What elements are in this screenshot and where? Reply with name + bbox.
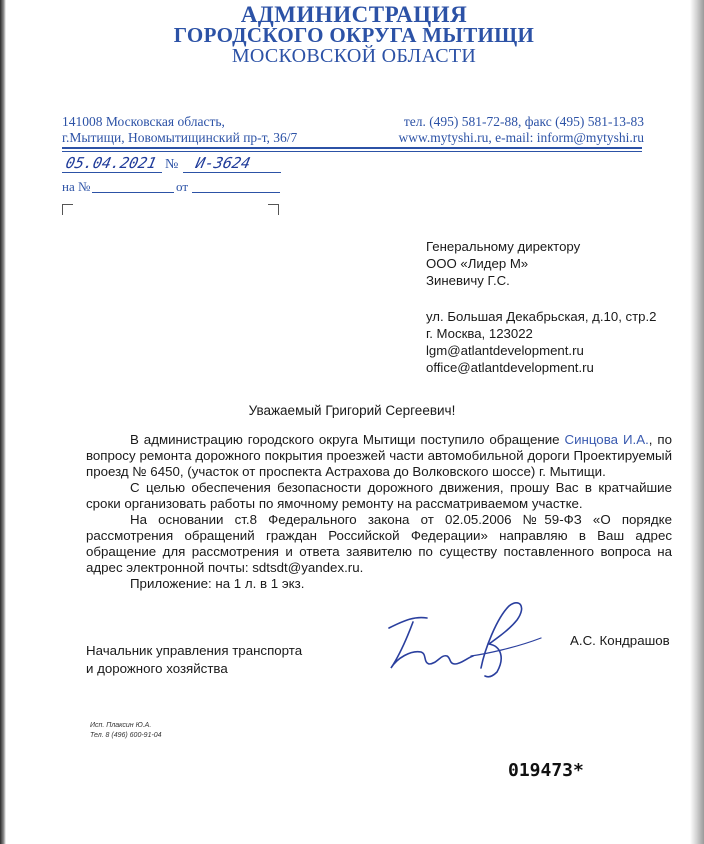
- signer-position-line2: и дорожного хозяйства: [86, 661, 228, 676]
- signer-name: А.С. Кондрашов: [570, 633, 670, 648]
- sender-address-line2: г.Мытищи, Новомытищинский пр-т, 36/7: [62, 130, 298, 145]
- sender-address-line1: 141008 Московская область,: [62, 114, 225, 129]
- executor-info: [90, 721, 162, 741]
- ref-number-label: на №: [62, 179, 91, 194]
- letter-body: [86, 432, 672, 592]
- recipient-city: г. Москва, 123022: [426, 326, 533, 341]
- scan-edge-left: [0, 0, 6, 844]
- paragraph-2: С целью обеспечения безопасности дорожного движения, прошу Вас в кратчайшие сроки организовать работы по ямочному ремонту на рассматриваемом участке.: [86, 480, 672, 511]
- date-underline: [62, 172, 162, 173]
- address-corner-left: [62, 204, 73, 215]
- recipient-block: [426, 238, 657, 376]
- applicant-name: Синцова И.А.: [564, 432, 649, 447]
- recipient-email-2: office@atlantdevelopment.ru: [426, 360, 594, 375]
- outgoing-number: И-3624: [194, 154, 253, 172]
- recipient-email-1: lgm@atlantdevelopment.ru: [426, 343, 584, 358]
- paragraph-3: На основании ст.8 Федерального закона от 02.05.2006 №59-ФЗ «О порядке рассмотрения обращений граждан Российской Федерации» направляю в Ваш адрес обращение для рассмотрения и ответа заявителю по существу поставленного вопроса на адрес электронной почты: sdtsdt@yandex.ru.: [86, 512, 672, 575]
- letterhead-region: МОСКОВСКОЙ ОБЛАСТИ: [231, 45, 477, 67]
- executor-name: Исп. Плаксин Ю.А.: [90, 722, 152, 729]
- paragraph-1: [86, 432, 672, 480]
- outgoing-date: 05.04.2021: [64, 154, 159, 172]
- letterhead-title: АДМИНИСТРАЦИЯ: [240, 2, 468, 27]
- handwritten-signature: [385, 598, 545, 678]
- address-corner-right: [268, 204, 279, 215]
- sender-phone-fax: тел. (495) 581-72-88, факс (495) 581-13-83: [403, 114, 644, 129]
- sender-address: [62, 114, 297, 146]
- letterhead-rule-thick: [62, 147, 642, 149]
- document-serial-number: 019473*: [508, 760, 584, 781]
- recipient-title: Генеральному директору: [426, 239, 581, 254]
- letterhead-subtitle: ГОРОДСКОГО ОКРУГА МЫТИЩИ: [173, 23, 535, 47]
- number-sign: №: [165, 157, 179, 172]
- salutation: Уважаемый Григорий Сергеевич!: [248, 403, 456, 418]
- recipient-name: Зиневичу Г.С.: [426, 273, 510, 288]
- sender-contacts: [398, 114, 644, 146]
- signer-position-line1: Начальник управления транспорта: [86, 643, 303, 658]
- paragraph-1-rest: , по вопросу ремонта дорожного покрытия проезжей части автомобильной дороги Проектируемый проезд № 6450, (участок от проспекта Астрахова до Волковского шоссе) г. Мытищи.: [86, 432, 673, 479]
- signer-position: [86, 642, 302, 678]
- recipient-company: ООО «Лидер М»: [426, 256, 529, 271]
- recipient-street: ул. Большая Декабрьская, д.10, стр.2: [426, 309, 657, 324]
- scan-edge-right: [690, 0, 704, 844]
- ref-date-underline: [192, 192, 280, 193]
- letterhead-rule-thin: [62, 151, 642, 152]
- executor-phone: Тел. 8 (496) 600-91-04: [90, 732, 162, 739]
- ref-date-label: от: [176, 179, 189, 194]
- attachment-note: Приложение: на 1 л. в 1 экз.: [130, 576, 305, 591]
- sender-web-email: www.mytyshi.ru, e-mail: inform@mytyshi.ru: [398, 130, 644, 145]
- paragraph-1-start: В администрацию городского округа Мытищи поступило обращение: [130, 432, 565, 447]
- ref-number-underline: [92, 192, 174, 193]
- number-underline: [183, 172, 281, 173]
- recipient-spacer: [426, 289, 657, 308]
